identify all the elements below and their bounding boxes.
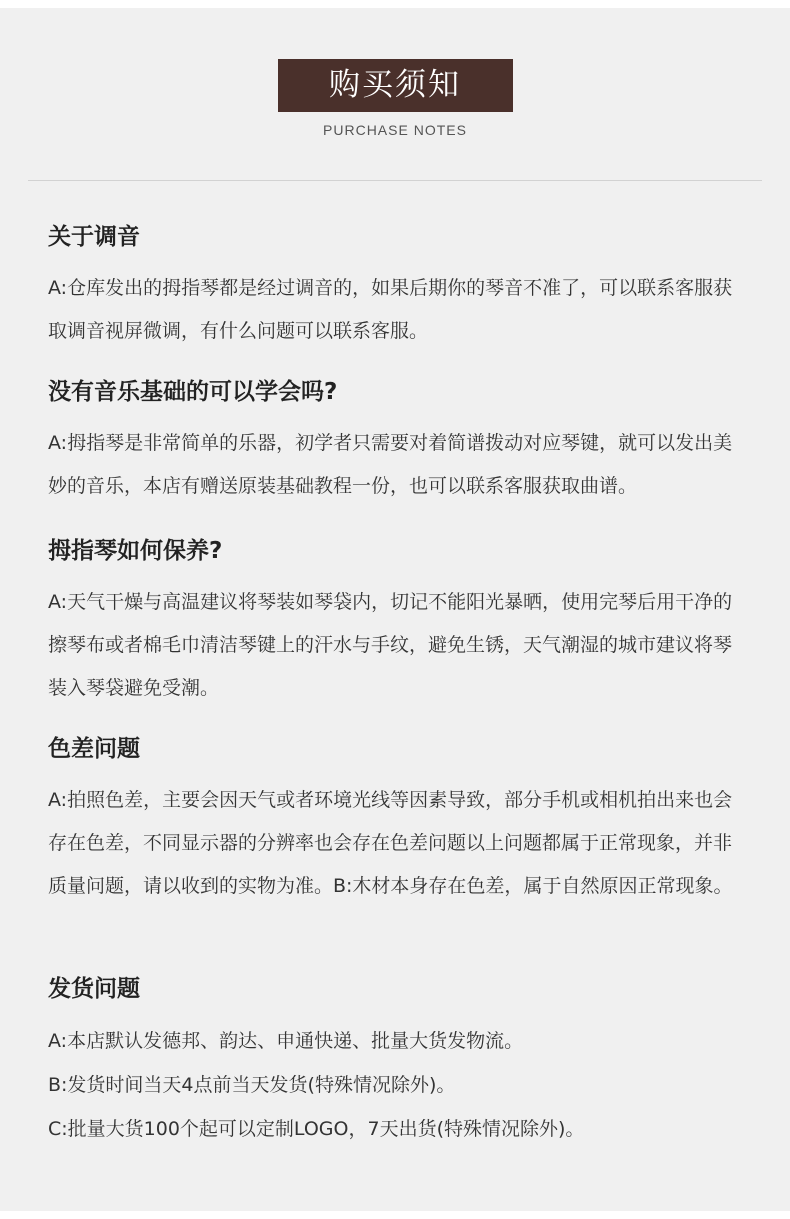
section-paragraph: A:仓库发出的拇指琴都是经过调音的，如果后期你的琴音不准了，可以联系客服获取调音视屏微调，有什么问题可以联系客服。 [48, 277, 733, 342]
section-heading: 色差问题 [48, 736, 140, 762]
section-paragraph: A:拇指琴是非常简单的乐器，初学者只需要对着简谱拨动对应琴键，就可以发出美妙的音乐，本店有赠送原装基础教程一份，也可以联系客服获取曲谱。 [48, 432, 733, 497]
page-header [0, 59, 790, 138]
page-subtitle: PURCHASE NOTES [323, 122, 467, 138]
section-paragraph: B:发货时间当天4点前当天发货(特殊情况除外)。 [48, 1074, 456, 1096]
section-beginner [48, 372, 748, 508]
page-title: 购买须知 [278, 59, 513, 112]
section-paragraph: A:拍照色差，主要会因天气或者环境光线等因素导致，部分手机或相机拍出来也会存在色差，不同显示器的分辨率也会存在色差问题以上问题都属于正常现象，并非质量问题，请以收到的实物为准。B:木材本身存在色差，属于自然原因正常现象。 [48, 789, 733, 897]
section-heading: 关于调音 [48, 224, 140, 250]
section-tuning [48, 217, 748, 353]
section-paragraph: C:批量大货100个起可以定制LOGO，7天出货(特殊情况除外)。 [48, 1118, 585, 1140]
top-border-strip [0, 0, 790, 8]
bottom-border-strip [0, 1211, 790, 1219]
section-shipping [48, 969, 584, 1151]
section-heading: 没有音乐基础的可以学会吗? [48, 379, 338, 405]
section-maintenance [48, 531, 748, 710]
section-paragraph: A:天气干燥与高温建议将琴装如琴袋内，切记不能阳光暴晒，使用完琴后用干净的擦琴布或者棉毛巾清洁琴键上的汗水与手纹，避免生锈，天气潮湿的城市建议将琴装入琴袋避免受潮。 [48, 591, 733, 699]
section-heading: 拇指琴如何保养? [48, 538, 223, 564]
section-paragraph: A:本店默认发德邦、韵达、申通快递、批量大货发物流。 [48, 1030, 524, 1052]
section-color-difference [48, 729, 748, 908]
header-divider [28, 180, 762, 181]
section-heading: 发货问题 [48, 976, 140, 1002]
